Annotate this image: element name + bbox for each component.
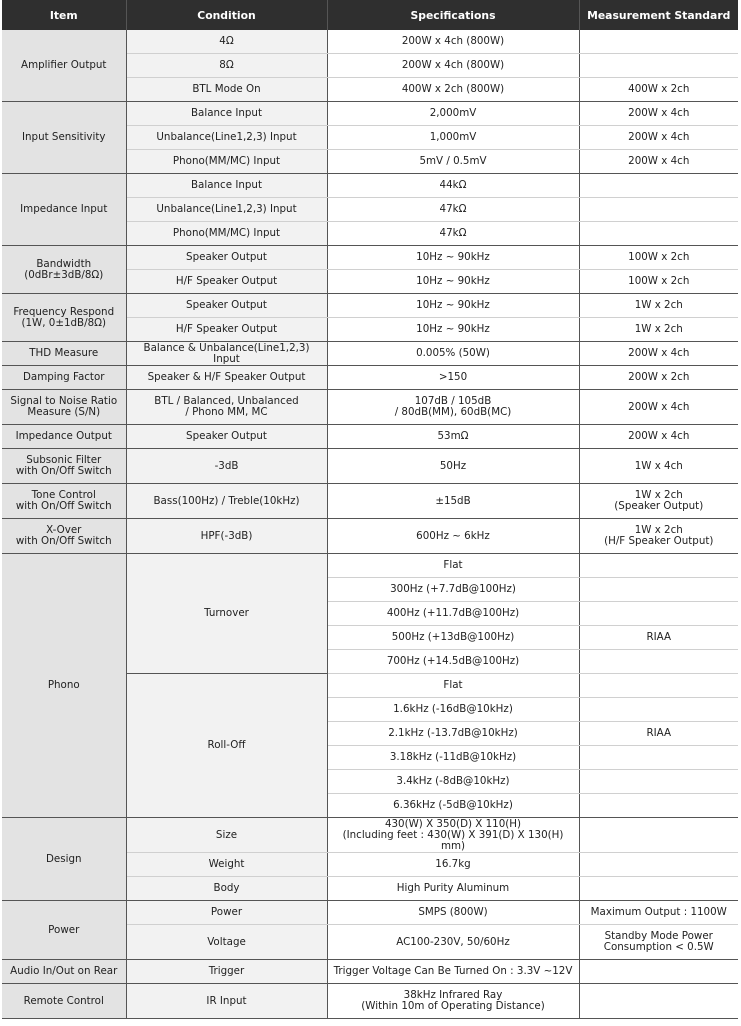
design-spec: 16.7kg [327,853,579,877]
spec-standard: 200W x 4ch [579,390,738,425]
input-sensitivity-standard: 200W x 4ch [579,150,738,174]
phono-rolloff-standard: RIAA [579,722,738,746]
amplifier-output-standard [579,54,738,78]
impedance-input-standard [579,222,738,246]
input-sensitivity-spec: 1,000mV [327,126,579,150]
design-item: Design [2,818,126,901]
phono-rolloff-standard [579,698,738,722]
amplifier-output-condition: BTL Mode On [126,78,327,102]
phono-turnover-spec: 300Hz (+7.7dB@100Hz) [327,578,579,602]
table-row [2,449,738,484]
header-condition: Condition [126,0,327,30]
spec-condition: -3dB [126,449,327,484]
spec-table-body [2,30,738,1019]
impedance-input-spec: 47kΩ [327,198,579,222]
table-row [2,390,738,425]
power-standard: Maximum Output : 1100W [579,901,738,925]
power-spec: SMPS (800W) [327,901,579,925]
spec-condition: Bass(100Hz) / Treble(10kHz) [126,484,327,519]
spec-item: Damping Factor [2,366,126,390]
power-spec: AC100-230V, 50/60Hz [327,925,579,960]
bandwidth-standard: 100W x 2ch [579,270,738,294]
input-sensitivity-standard: 200W x 4ch [579,126,738,150]
frequency-respond-condition: H/F Speaker Output [126,318,327,342]
spec-standard [579,960,738,984]
spec-condition: HPF(-3dB) [126,519,327,554]
phono-turnover-standard [579,578,738,602]
phono-turnover-spec: 500Hz (+13dB@100Hz) [327,626,579,650]
table-row [2,30,738,54]
phono-rolloff-spec: 1.6kHz (-16dB@10kHz) [327,698,579,722]
spec-item: Subsonic Filter with On/Off Switch [2,449,126,484]
spec-standard: 200W x 4ch [579,342,738,366]
amplifier-output-spec: 200W x 4ch (800W) [327,54,579,78]
spec-standard: 1W x 2ch (H/F Speaker Output) [579,519,738,554]
spec-value: Trigger Voltage Can Be Turned On : 3.3V ~12V [327,960,579,984]
bandwidth-condition: Speaker Output [126,246,327,270]
spec-standard: 1W x 4ch [579,449,738,484]
phono-rolloff-spec: 3.4kHz (-8dB@10kHz) [327,770,579,794]
spec-condition: IR Input [126,984,327,1019]
spec-item: Signal to Noise Ratio Measure (S/N) [2,390,126,425]
impedance-input-item: Impedance Input [2,174,126,246]
phono-rolloff-standard [579,770,738,794]
impedance-input-spec: 44kΩ [327,174,579,198]
phono-item: Phono [2,554,126,818]
spec-condition: Speaker & H/F Speaker Output [126,366,327,390]
frequency-respond-condition: Speaker Output [126,294,327,318]
table-row [2,984,738,1019]
impedance-input-condition: Phono(MM/MC) Input [126,222,327,246]
phono-rolloff-condition: Roll-Off [126,674,327,818]
design-standard [579,877,738,901]
design-standard [579,818,738,853]
header-specifications: Specifications [327,0,579,30]
spec-item: Remote Control [2,984,126,1019]
impedance-input-standard [579,174,738,198]
amplifier-output-item: Amplifier Output [2,30,126,102]
amplifier-output-standard [579,30,738,54]
table-row [2,174,738,198]
frequency-respond-spec: 10Hz ~ 90kHz [327,318,579,342]
input-sensitivity-spec: 2,000mV [327,102,579,126]
bandwidth-spec: 10Hz ~ 90kHz [327,246,579,270]
input-sensitivity-item: Input Sensitivity [2,102,126,174]
spec-value: 38kHz Infrared Ray (Within 10m of Operating Distance) [327,984,579,1019]
design-condition: Size [126,818,327,853]
phono-rolloff-spec: 3.18kHz (-11dB@10kHz) [327,746,579,770]
table-row [2,366,738,390]
spec-condition: Speaker Output [126,425,327,449]
phono-rolloff-standard [579,794,738,818]
spec-table [2,0,738,1019]
phono-turnover-condition: Turnover [126,554,327,674]
phono-turnover-standard: RIAA [579,626,738,650]
spec-standard: 1W x 2ch (Speaker Output) [579,484,738,519]
spec-item: THD Measure [2,342,126,366]
spec-value: ±15dB [327,484,579,519]
impedance-input-condition: Unbalance(Line1,2,3) Input [126,198,327,222]
spec-item: Audio In/Out on Rear [2,960,126,984]
spec-condition: Trigger [126,960,327,984]
frequency-respond-standard: 1W x 2ch [579,294,738,318]
phono-rolloff-spec: 2.1kHz (-13.7dB@10kHz) [327,722,579,746]
spec-value: 600Hz ~ 6kHz [327,519,579,554]
amplifier-output-condition: 4Ω [126,30,327,54]
spec-item: Impedance Output [2,425,126,449]
table-row [2,519,738,554]
input-sensitivity-standard: 200W x 4ch [579,102,738,126]
phono-turnover-spec: 700Hz (+14.5dB@100Hz) [327,650,579,674]
impedance-input-spec: 47kΩ [327,222,579,246]
table-row [2,425,738,449]
input-sensitivity-condition: Unbalance(Line1,2,3) Input [126,126,327,150]
spec-value: 0.005% (50W) [327,342,579,366]
phono-turnover-standard [579,650,738,674]
phono-rolloff-spec: Flat [327,674,579,698]
spec-standard: 200W x 4ch [579,425,738,449]
frequency-respond-item: Frequency Respond (1W, 0±1dB/8Ω) [2,294,126,342]
table-row [2,818,738,853]
amplifier-output-standard: 400W x 2ch [579,78,738,102]
power-condition: Power [126,901,327,925]
bandwidth-standard: 100W x 2ch [579,246,738,270]
header-item: Item [2,0,126,30]
impedance-input-standard [579,198,738,222]
design-spec: High Purity Aluminum [327,877,579,901]
phono-turnover-spec: 400Hz (+11.7dB@100Hz) [327,602,579,626]
header-row [2,0,738,30]
design-condition: Body [126,877,327,901]
table-row [2,484,738,519]
bandwidth-spec: 10Hz ~ 90kHz [327,270,579,294]
spec-value: 50Hz [327,449,579,484]
spec-standard: 200W x 2ch [579,366,738,390]
spec-condition: Balance & Unbalance(Line1,2,3) Input [126,342,327,366]
spec-value: >150 [327,366,579,390]
amplifier-output-spec: 200W x 4ch (800W) [327,30,579,54]
spec-item: Tone Control with On/Off Switch [2,484,126,519]
table-row [2,246,738,270]
table-row [2,342,738,366]
table-row [2,102,738,126]
power-standard: Standby Mode Power Consumption < 0.5W [579,925,738,960]
phono-rolloff-standard [579,674,738,698]
frequency-respond-standard: 1W x 2ch [579,318,738,342]
spec-value: 53mΩ [327,425,579,449]
table-row [2,294,738,318]
spec-condition: BTL / Balanced, Unbalanced / Phono MM, MC [126,390,327,425]
design-standard [579,853,738,877]
spec-standard [579,984,738,1019]
spec-item: X-Over with On/Off Switch [2,519,126,554]
design-spec: 430(W) X 350(D) X 110(H) (Including feet : 430(W) X 391(D) X 130(H) mm) [327,818,579,853]
input-sensitivity-spec: 5mV / 0.5mV [327,150,579,174]
power-condition: Voltage [126,925,327,960]
table-row [2,960,738,984]
phono-turnover-standard [579,554,738,578]
table-row [2,554,738,578]
frequency-respond-spec: 10Hz ~ 90kHz [327,294,579,318]
bandwidth-item: Bandwidth (0dBr±3dB/8Ω) [2,246,126,294]
impedance-input-condition: Balance Input [126,174,327,198]
phono-turnover-spec: Flat [327,554,579,578]
input-sensitivity-condition: Phono(MM/MC) Input [126,150,327,174]
header-standard: Measurement Standard [579,0,738,30]
spec-value: 107dB / 105dB / 80dB(MM), 60dB(MC) [327,390,579,425]
table-row [2,901,738,925]
design-condition: Weight [126,853,327,877]
power-item: Power [2,901,126,960]
amplifier-output-condition: 8Ω [126,54,327,78]
bandwidth-condition: H/F Speaker Output [126,270,327,294]
phono-rolloff-standard [579,746,738,770]
phono-turnover-standard [579,602,738,626]
input-sensitivity-condition: Balance Input [126,102,327,126]
amplifier-output-spec: 400W x 2ch (800W) [327,78,579,102]
phono-rolloff-spec: 6.36kHz (-5dB@10kHz) [327,794,579,818]
